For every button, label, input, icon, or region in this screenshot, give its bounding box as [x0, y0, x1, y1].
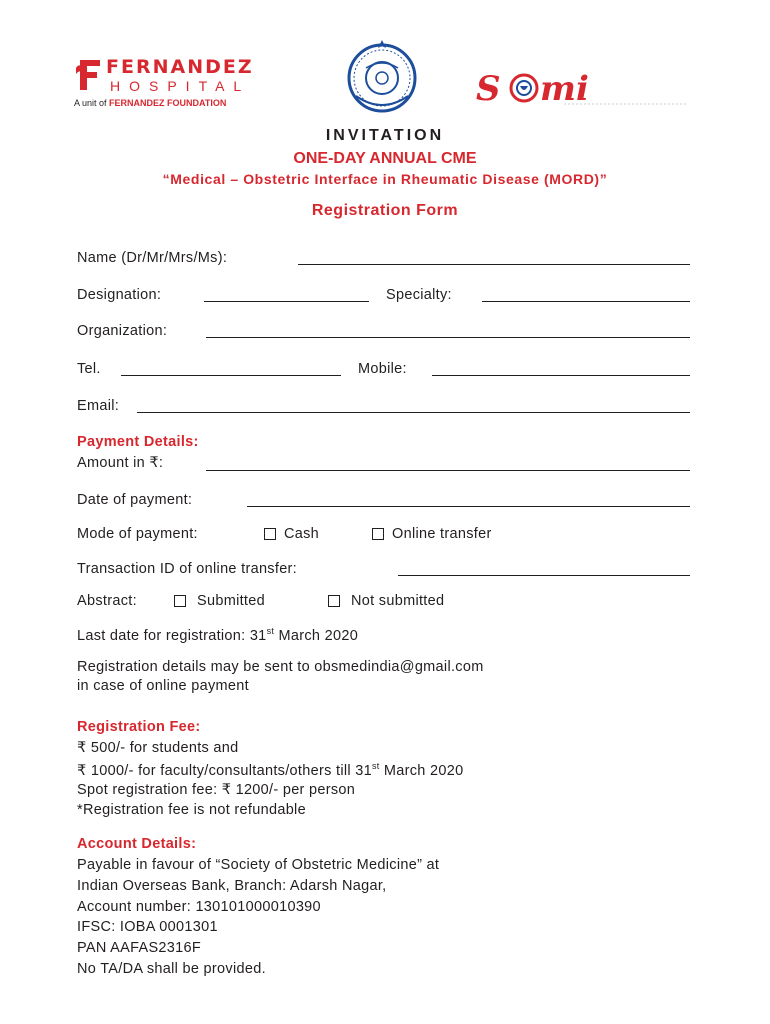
- registration-note-line2: in case of online payment: [77, 678, 249, 694]
- last-date-text: Last date for registration: 31st March 2020: [77, 626, 359, 644]
- abstract-submitted-checkbox[interactable]: [174, 595, 186, 607]
- account-line-payable: Payable in favour of “Society of Obstetric Medicine” at: [77, 857, 440, 873]
- specialty-field[interactable]: [482, 301, 690, 302]
- fee-line-spot: Spot registration fee: ₹ 1200/- per person: [77, 782, 356, 798]
- tel-field[interactable]: [121, 375, 341, 376]
- online-transfer-checkbox[interactable]: [372, 528, 384, 540]
- cash-option-label: Cash: [284, 526, 320, 542]
- email-field[interactable]: [137, 412, 690, 413]
- somi-wordmark-icon: [474, 64, 694, 114]
- designation-label: Designation:: [77, 287, 162, 303]
- amount-field[interactable]: [206, 470, 690, 471]
- email-label: Email:: [77, 398, 120, 414]
- name-field[interactable]: [298, 264, 690, 265]
- fernandez-hospital-logo: [74, 52, 304, 112]
- transaction-id-label: Transaction ID of online transfer:: [77, 561, 298, 577]
- online-transfer-label: Online transfer: [392, 526, 492, 542]
- account-line-bank: Indian Overseas Bank, Branch: Adarsh Nagar,: [77, 878, 387, 894]
- payment-date-field[interactable]: [247, 506, 690, 507]
- account-heading: Account Details:: [77, 836, 197, 852]
- society-seal-icon: [342, 38, 422, 114]
- hospital-sub: HOSPITAL: [110, 78, 251, 94]
- form-title: Registration Form: [311, 202, 459, 219]
- account-line-ifsc: IFSC: IOBA 0001301: [77, 919, 218, 935]
- payment-mode-label: Mode of payment:: [77, 526, 198, 542]
- transaction-id-field[interactable]: [398, 575, 690, 576]
- account-line-pan: PAN AAFAS2316F: [77, 940, 202, 956]
- somi-logo: [474, 64, 694, 114]
- mobile-field[interactable]: [432, 375, 690, 376]
- organization-field[interactable]: [206, 337, 690, 338]
- hospital-unit-line: A unit of FERNANDEZ FOUNDATION: [74, 98, 227, 108]
- account-line-number: Account number: 130101000010390: [77, 899, 321, 915]
- payment-heading: Payment Details:: [77, 434, 199, 450]
- organization-label: Organization:: [77, 323, 168, 339]
- amount-label: Amount in ₹:: [77, 455, 164, 471]
- name-label: Name (Dr/Mr/Mrs/Ms):: [77, 250, 228, 266]
- designation-field[interactable]: [204, 301, 369, 302]
- mobile-label: Mobile:: [358, 361, 407, 377]
- registration-note-line1: Registration details may be sent to obsmedindia@gmail.com: [77, 659, 484, 675]
- event-topic: “Medical – Obstetric Interface in Rheumatic Disease (MORD)”: [162, 171, 608, 187]
- abstract-submitted-label: Submitted: [197, 593, 265, 609]
- svg-text:mi: mi: [540, 69, 589, 109]
- abstract-not-submitted-checkbox[interactable]: [328, 595, 340, 607]
- cash-checkbox[interactable]: [264, 528, 276, 540]
- fee-heading: Registration Fee:: [77, 719, 201, 735]
- specialty-label: Specialty:: [386, 287, 452, 303]
- abstract-label: Abstract:: [77, 593, 137, 609]
- event-title: ONE-DAY ANNUAL CME: [293, 150, 477, 167]
- payment-date-label: Date of payment:: [77, 492, 193, 508]
- fee-line-faculty: ₹ 1000/- for faculty/consultants/others till 31st March 2020: [77, 761, 464, 779]
- fernandez-f-icon: [76, 58, 102, 92]
- account-line-tada: No TA/DA shall be provided.: [77, 961, 266, 977]
- invitation-title: INVITATION: [325, 127, 445, 144]
- abstract-not-submitted-label: Not submitted: [351, 593, 445, 609]
- tel-label: Tel.: [77, 361, 101, 377]
- fee-line-refund: *Registration fee is not refundable: [77, 802, 306, 818]
- svg-text:S: S: [476, 69, 501, 109]
- hospital-name: FERNANDEZ: [106, 56, 254, 78]
- fee-line-students: ₹ 500/- for students and: [77, 740, 239, 756]
